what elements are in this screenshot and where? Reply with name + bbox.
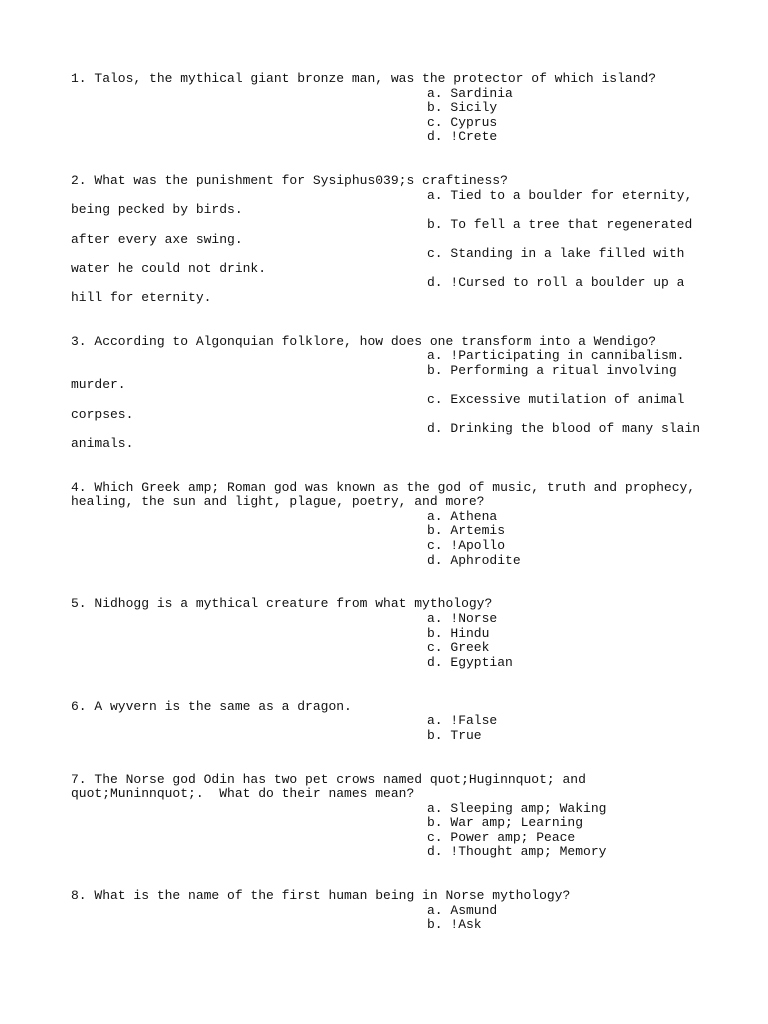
answer-option: d. Drinking the blood of many slain <box>427 421 701 437</box>
answer-option: c. Greek <box>427 640 490 656</box>
question-1 <box>71 72 731 145</box>
answer-option: a. Sleeping amp; Waking <box>427 800 607 816</box>
answer-option: b. !Ask <box>427 917 482 933</box>
question-text: 8. What is the name of the first human being in Norse mythology? <box>71 888 571 904</box>
question-text: 6. A wyvern is the same as a dragon. <box>71 698 352 714</box>
answer-option: a. !Participating in cannibalism. <box>427 348 685 364</box>
answer-option: b. War amp; Learning <box>427 815 584 831</box>
question-8 <box>71 889 731 933</box>
answer-option: a. Tied to a boulder for eternity, <box>427 187 693 203</box>
answer-option: b. Sicily <box>427 100 498 116</box>
question-text: animals. <box>71 435 134 451</box>
answer-option: d. Egyptian <box>427 654 513 670</box>
question-text: being pecked by birds. <box>71 202 243 218</box>
answer-option: d. Aphrodite <box>427 552 521 568</box>
question-text: 3. According to Algonquian folklore, how does one transform into a Wendigo? <box>71 333 657 349</box>
answer-option: a. Athena <box>427 508 498 524</box>
answer-option: d. !Thought amp; Memory <box>427 844 607 860</box>
question-text: hill for eternity. <box>71 289 212 305</box>
question-2 <box>71 174 731 305</box>
answer-option: a. !Norse <box>427 610 498 626</box>
question-5 <box>71 597 731 670</box>
answer-option: a. !False <box>427 713 498 729</box>
question-text: 7. The Norse god Odin has two pet crows named quot;Huginnquot; and <box>71 771 586 787</box>
question-text: healing, the sun and light, plague, poetry, and more? <box>71 494 485 510</box>
question-7 <box>71 773 731 861</box>
answer-option: b. Artemis <box>427 523 506 539</box>
answer-option: b. True <box>427 727 482 743</box>
question-text: 5. Nidhogg is a mythical creature from what mythology? <box>71 596 493 612</box>
answer-option: b. Performing a ritual involving <box>427 362 677 378</box>
question-text: water he could not drink. <box>71 260 267 276</box>
question-3 <box>71 335 731 452</box>
answer-option: c. Power amp; Peace <box>427 829 576 845</box>
answer-option: c. !Apollo <box>427 538 506 553</box>
question-text: 2. What was the punishment for Sysiphus039;s craftiness? <box>71 173 508 189</box>
question-text: murder. <box>71 377 126 393</box>
question-text: 1. Talos, the mythical giant bronze man, was the protector of which island? <box>71 71 657 86</box>
question-4 <box>71 481 731 569</box>
question-text: quot;Muninnquot;. What do their names mean? <box>71 786 415 802</box>
question-text: after every axe swing. <box>71 231 243 247</box>
answer-option: d. !Cursed to roll a boulder up a <box>427 275 685 291</box>
answer-option: c. Cyprus <box>427 114 498 130</box>
answer-option: b. To fell a tree that regenerated <box>427 216 693 232</box>
answer-option: a. Asmund <box>427 902 498 918</box>
quiz-document <box>71 72 731 962</box>
answer-option: a. Sardinia <box>427 85 513 101</box>
question-6 <box>71 700 731 744</box>
question-text: 4. Which Greek amp; Roman god was known as the god of music, truth and prophecy, <box>71 479 696 495</box>
answer-option: b. Hindu <box>427 625 490 641</box>
answer-option: d. !Crete <box>427 129 498 145</box>
question-text: corpses. <box>71 406 134 422</box>
answer-option: c. Excessive mutilation of animal <box>427 392 685 408</box>
answer-option: c. Standing in a lake filled with <box>427 246 685 262</box>
